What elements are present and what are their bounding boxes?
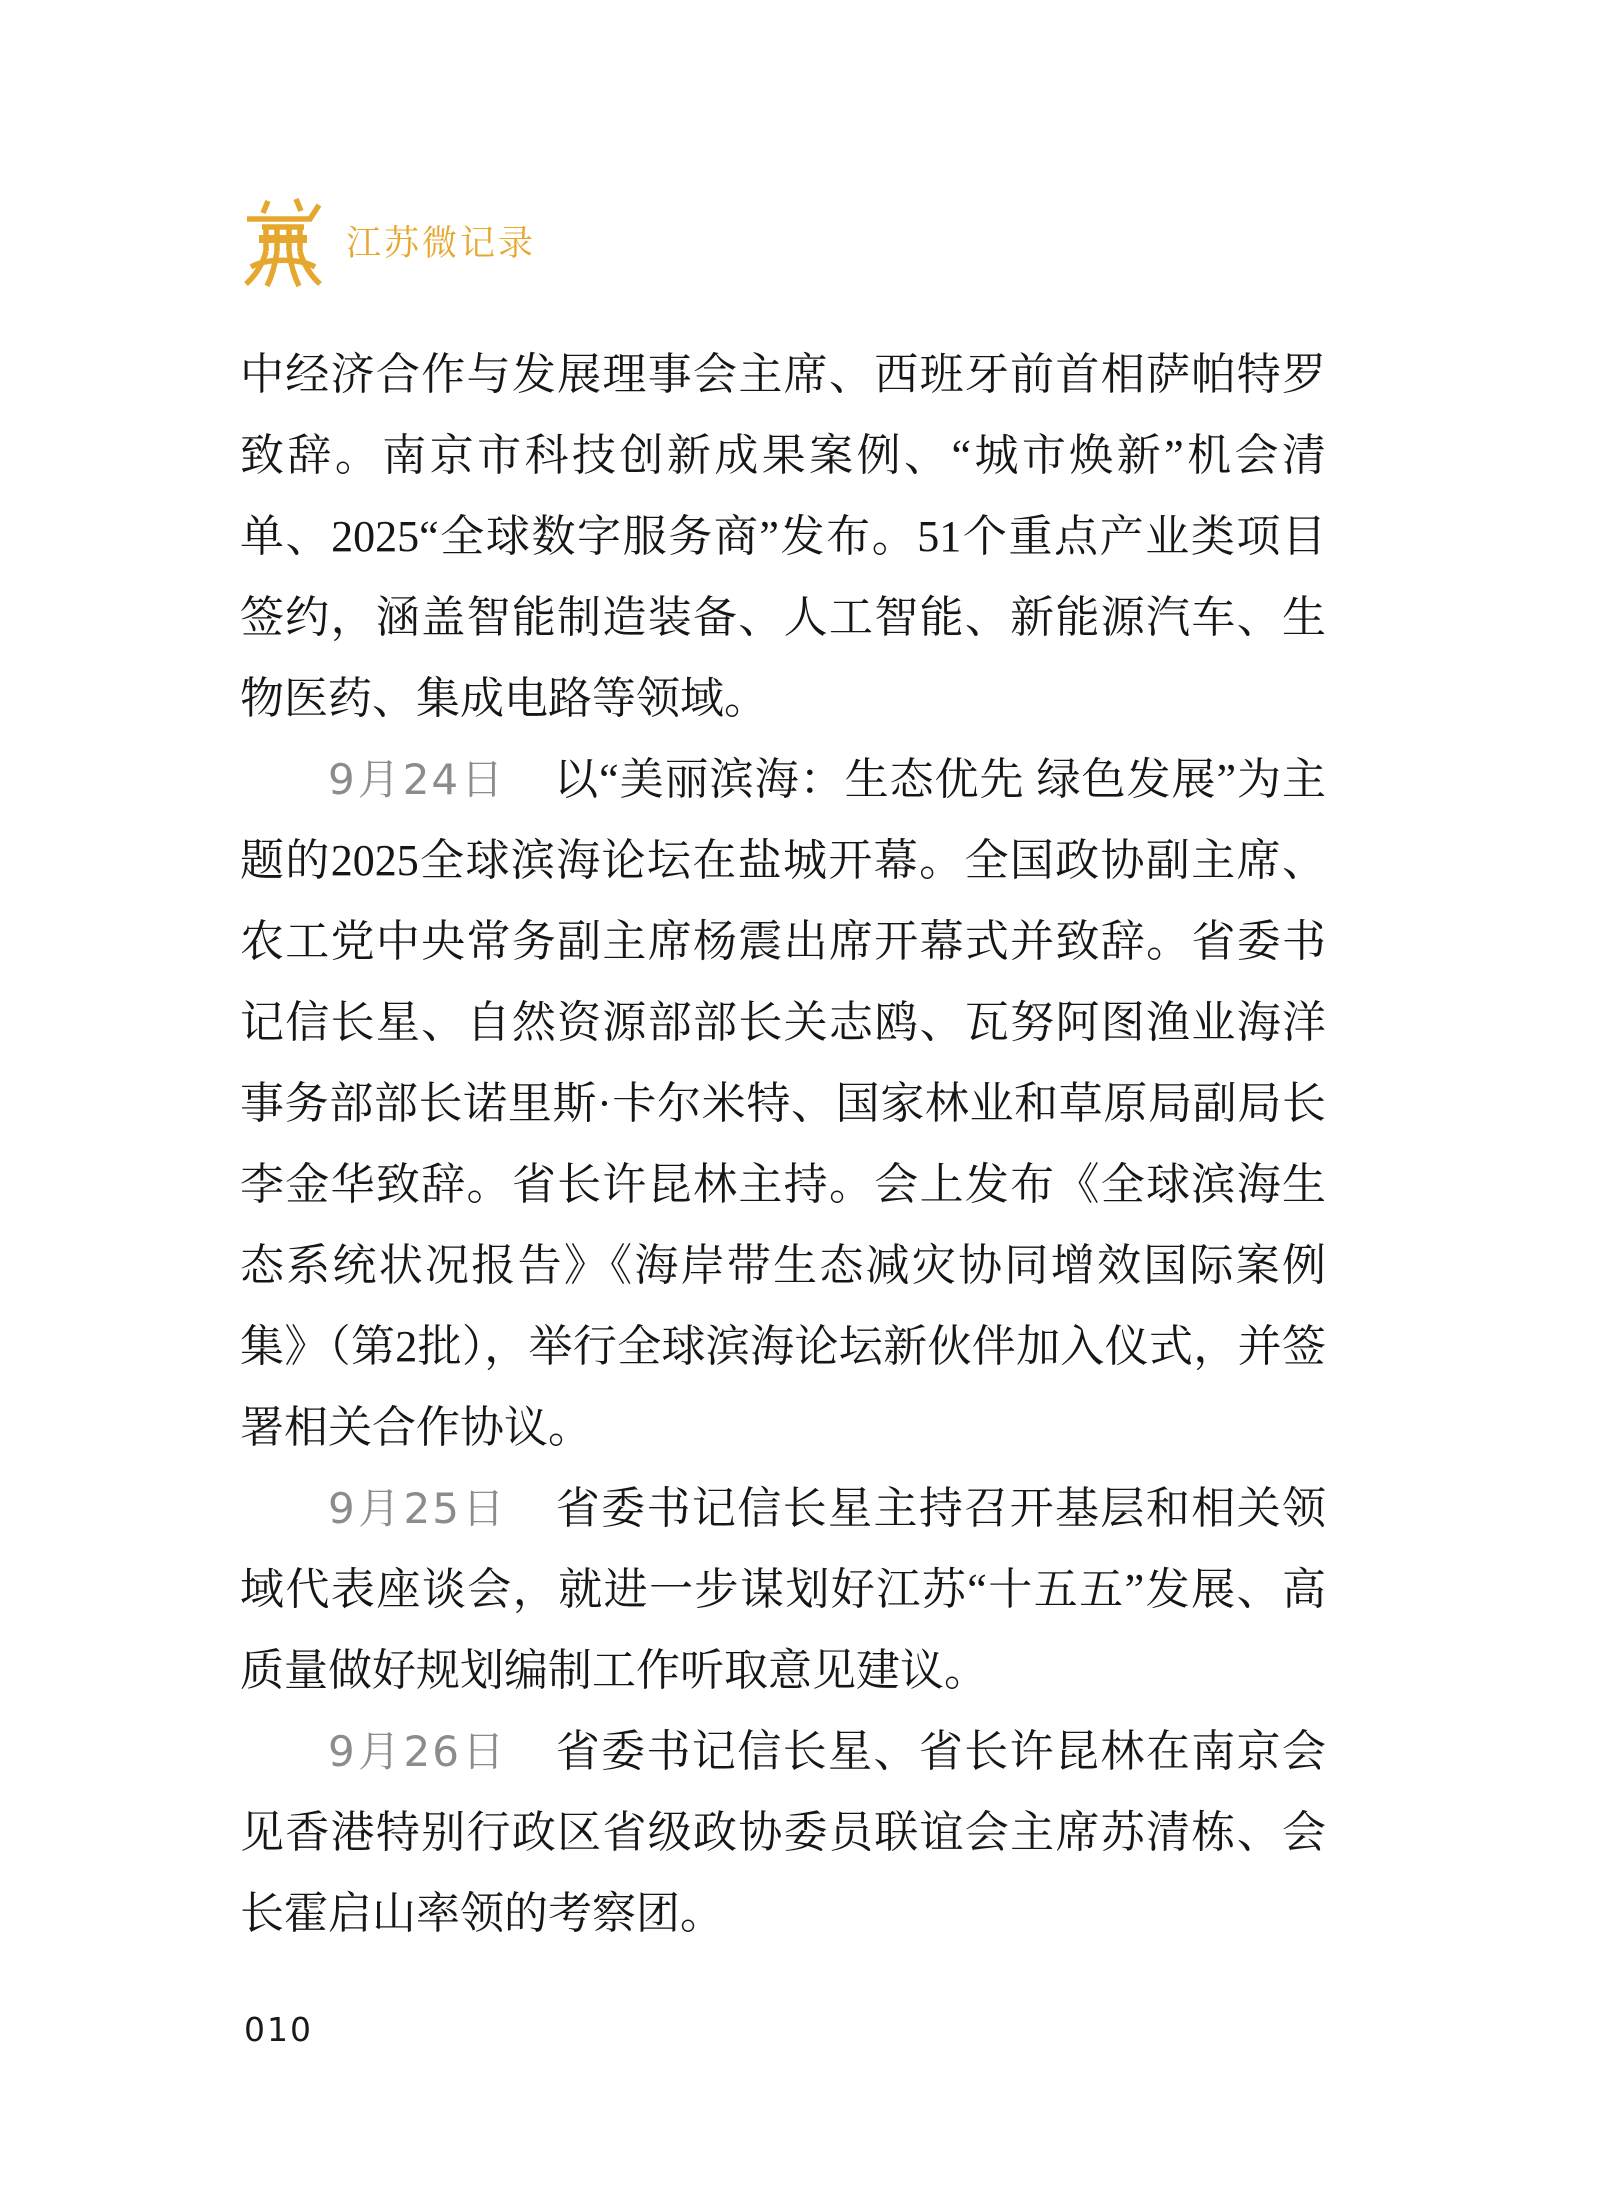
body-text bbox=[240, 334, 1326, 1954]
jiangsu-seal-logo-icon bbox=[242, 194, 324, 288]
page-number: 010 bbox=[244, 2010, 313, 2049]
paragraph bbox=[240, 1711, 1326, 1954]
paragraph-text: 省委书记信长星主持召开基层和相关领域代表座谈会，就进一步谋划好江苏“十五五”发展、高质量做好规划编制工作听取意见建议。 bbox=[240, 1484, 1326, 1695]
page-footer bbox=[244, 2010, 313, 2049]
date-label: 9月26日 bbox=[328, 1727, 508, 1776]
page-header bbox=[242, 193, 536, 289]
date-label: 9月24日 bbox=[328, 755, 507, 804]
paragraph-text: 以“美丽滨海：生态优先 绿色发展”为主题的2025全球滨海论坛在盐城开幕。全国政协副主席、农工党中央常务副主席杨震出席开幕式并致辞。省委书记信长星、自然资源部部长关志鸥、瓦努阿图渔业海洋事务部部长诺里斯·卡尔米特、国家林业和草原局副局长李金华致辞。省长许昆林主持。会上发布《全球滨海生态系统状况报告》《海岸带生态减灾协同增效国际案例集》（第2批），举行全球滨海论坛新伙伴加入仪式，并签署相关合作协议。 bbox=[240, 755, 1326, 1452]
paragraph-text: 省委书记信长星、省长许昆林在南京会见香港特别行政区省级政协委员联谊会主席苏清栋、会长霍启山率领的考察团。 bbox=[240, 1727, 1326, 1938]
paragraph bbox=[240, 1468, 1326, 1711]
date-label: 9月25日 bbox=[328, 1484, 508, 1533]
logo-title: 江苏微记录 bbox=[346, 224, 537, 264]
paragraph bbox=[240, 739, 1326, 1468]
paragraph-text: 中经济合作与发展理事会主席、西班牙前首相萨帕特罗致辞。南京市科技创新成果案例、“城市焕新”机会清单、2025“全球数字服务商”发布。51个重点产业类项目签约，涵盖智能制造装备、人工智能、新能源汽车、生物医药、集成电路等领域。 bbox=[240, 350, 1326, 723]
paragraph bbox=[240, 334, 1326, 739]
